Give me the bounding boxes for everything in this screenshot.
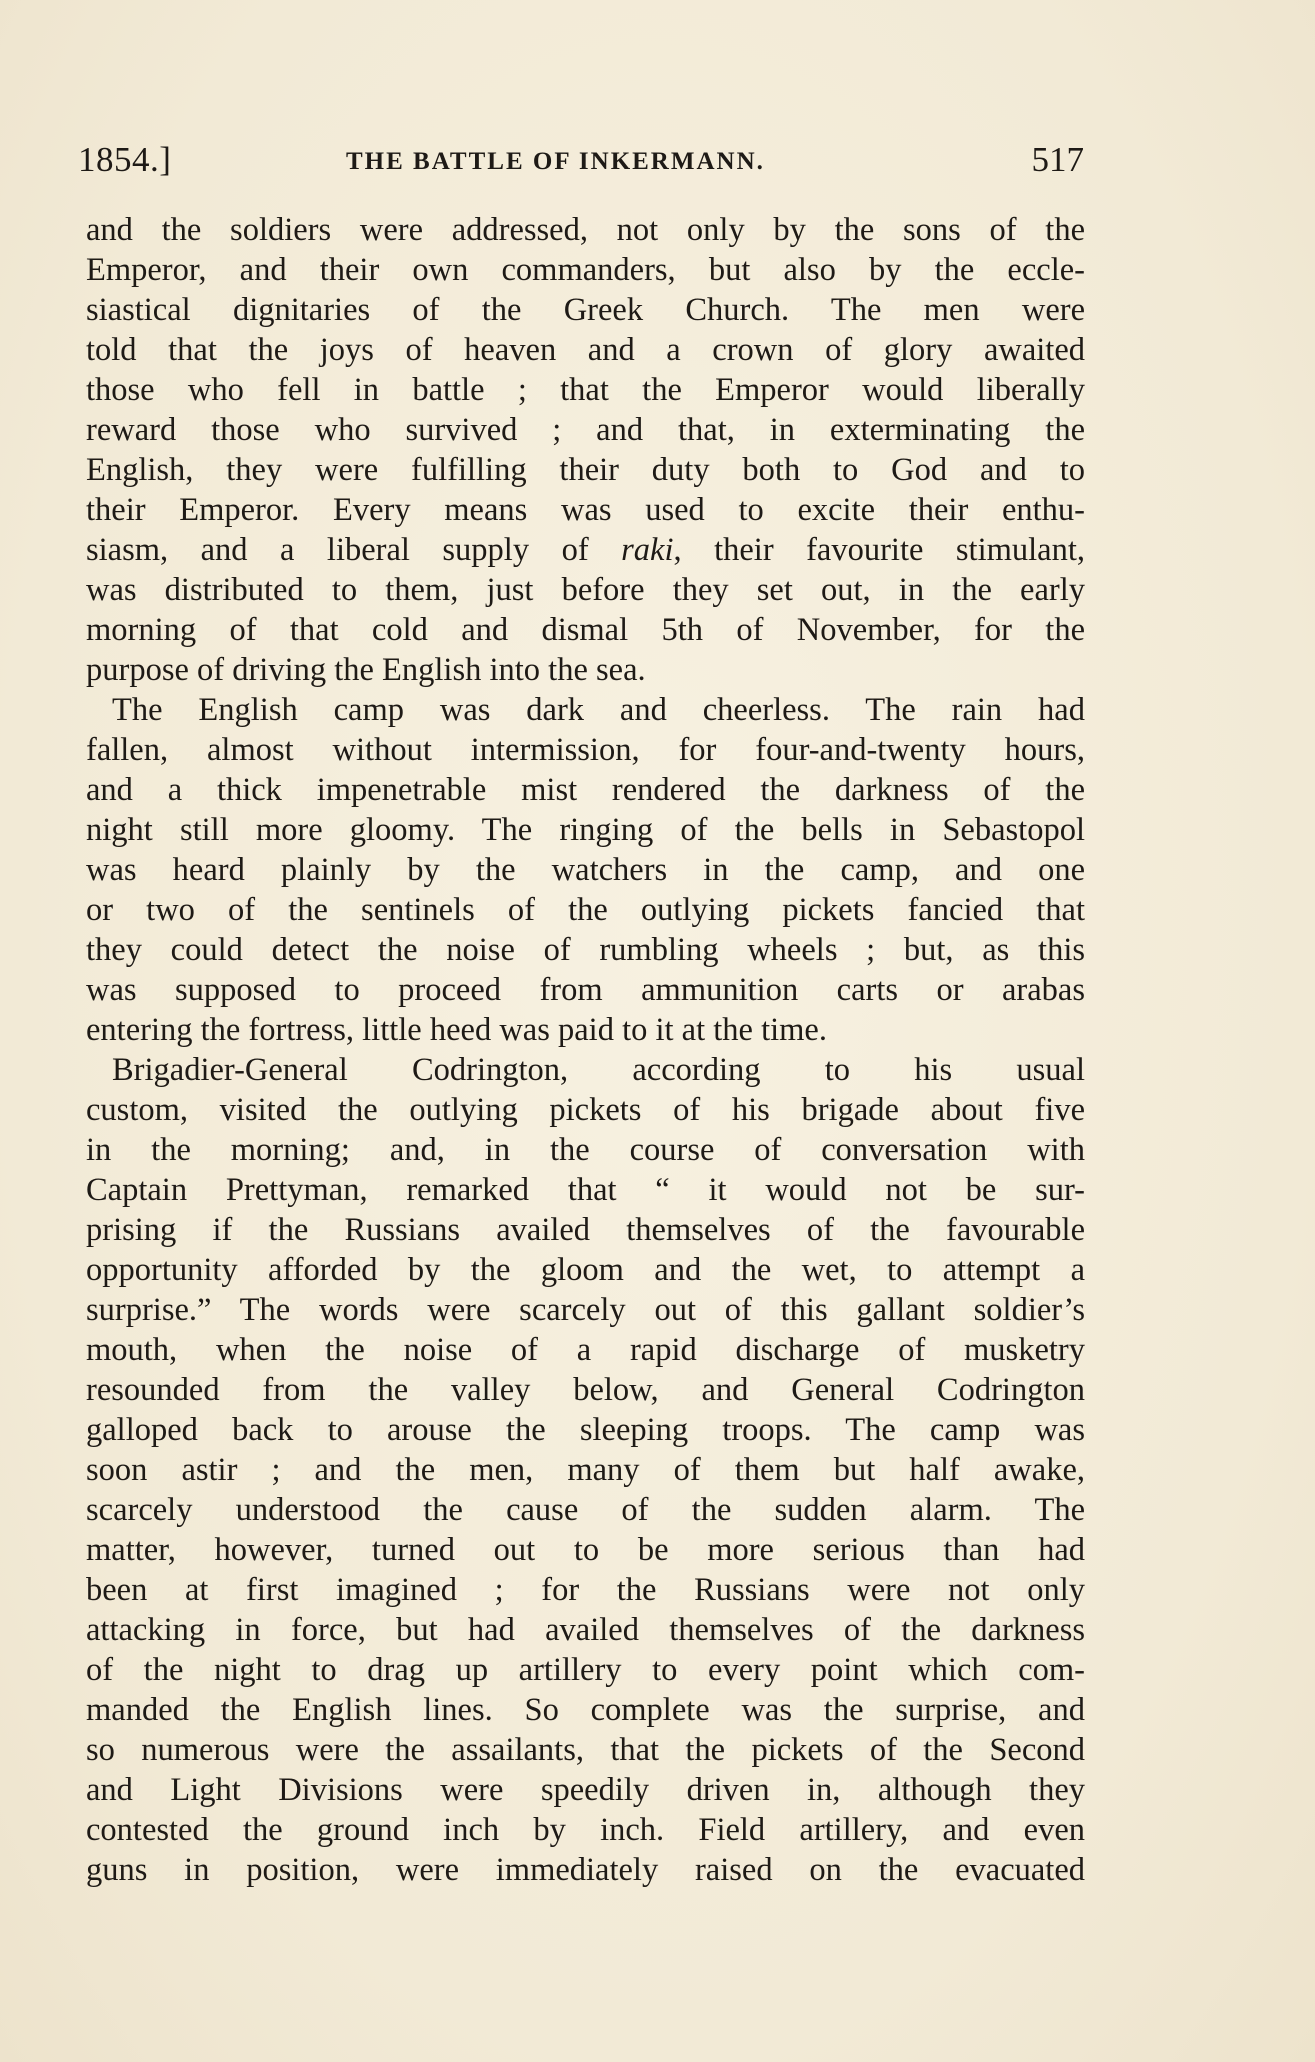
text-line: The English camp was dark and cheerless. The rain had — [112, 692, 1085, 728]
text-line: custom, visited the outlying pickets of his brigade about five — [86, 1092, 1085, 1128]
text-line: matter, however, turned out to be more serious than had — [86, 1532, 1085, 1568]
text-line: opportunity afforded by the gloom and the wet, to attempt a — [86, 1252, 1085, 1288]
text-line: night still more gloomy. The ringing of the bells in Sebastopol — [86, 812, 1085, 848]
text-line: Captain Prettyman, remarked that “ it would not be sur- — [86, 1172, 1085, 1208]
text-line: entering the fortress, little heed was paid to it at the time. — [86, 1012, 827, 1048]
text-line: surprise.” The words were scarcely out of this gallant soldier’s — [86, 1292, 1085, 1328]
header-year: 1854.] — [78, 140, 172, 179]
text-line: they could detect the noise of rumbling wheels ; but, as this — [86, 932, 1085, 968]
text-line: soon astir ; and the men, many of them but half awake, — [86, 1452, 1085, 1488]
text-line: and a thick impenetrable mist rendered the darkness of the — [86, 772, 1085, 808]
body-text — [86, 210, 1085, 1890]
text-line: told that the joys of heaven and a crown of glory awaited — [86, 332, 1085, 368]
text-line: of the night to drag up artillery to every point which com- — [86, 1652, 1085, 1688]
text-line: mouth, when the noise of a rapid discharge of musketry — [86, 1332, 1085, 1368]
text-line: siasm, and a liberal supply of raki, their favourite stimulant, — [86, 532, 1085, 568]
text-line: purpose of driving the English into the sea. — [86, 652, 646, 688]
text-line: attacking in force, but had availed themselves of the darkness — [86, 1612, 1085, 1648]
text-line: scarcely understood the cause of the sudden alarm. The — [86, 1492, 1085, 1528]
text-line: manded the English lines. So complete was the surprise, and — [86, 1692, 1085, 1728]
text-line: guns in position, were immediately raised on the evacuated — [86, 1852, 1085, 1888]
text-line: was supposed to proceed from ammunition carts or arabas — [86, 972, 1085, 1008]
running-title: THE BATTLE OF INKERMANN. — [346, 148, 765, 175]
text-line: contested the ground inch by inch. Field artillery, and even — [86, 1812, 1085, 1848]
text-line: morning of that cold and dismal 5th of November, for the — [86, 612, 1085, 648]
text-line: so numerous were the assailants, that the pickets of the Second — [86, 1732, 1085, 1768]
text-line: those who fell in battle ; that the Emperor would liberally — [86, 372, 1085, 408]
text-line: been at first imagined ; for the Russians were not only — [86, 1572, 1085, 1608]
text-line: Brigadier-General Codrington, according to his usual — [112, 1052, 1085, 1088]
text-line: resounded from the valley below, and General Codrington — [86, 1372, 1085, 1408]
text-line: their Emperor. Every means was used to excite their enthu- — [86, 492, 1085, 528]
text-line: Emperor, and their own commanders, but also by the eccle- — [86, 252, 1085, 288]
text-line: and the soldiers were addressed, not only by the sons of the — [86, 212, 1085, 248]
text-line: or two of the sentinels of the outlying pickets fancied that — [86, 892, 1085, 928]
text-line: prising if the Russians availed themselves of the favourable — [86, 1212, 1085, 1248]
text-line: and Light Divisions were speedily driven in, although they — [86, 1772, 1085, 1808]
text-line: English, they were fulfilling their duty both to God and to — [86, 452, 1085, 488]
running-header — [78, 140, 1084, 190]
text-line: fallen, almost without intermission, for four-and-twenty hours, — [86, 732, 1085, 768]
text-line: reward those who survived ; and that, in exterminating the — [86, 412, 1085, 448]
text-line: siastical dignitaries of the Greek Church. The men were — [86, 292, 1085, 328]
page-number: 517 — [1031, 140, 1084, 179]
text-line: was distributed to them, just before they set out, in the early — [86, 572, 1085, 608]
text-line: galloped back to arouse the sleeping troops. The camp was — [86, 1412, 1085, 1448]
text-line: in the morning; and, in the course of conversation with — [86, 1132, 1085, 1168]
text-line: was heard plainly by the watchers in the camp, and one — [86, 852, 1085, 888]
